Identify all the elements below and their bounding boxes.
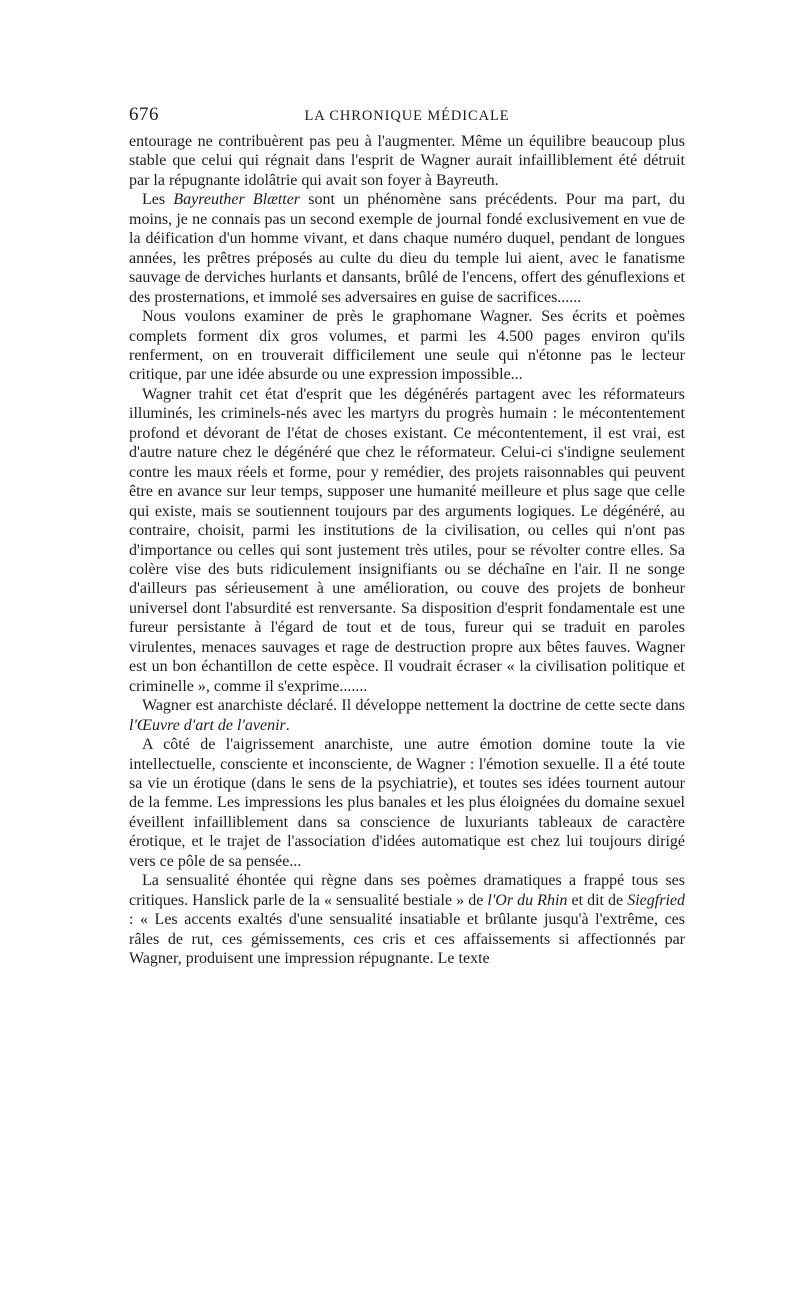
text-run: Les bbox=[142, 191, 174, 209]
text-run: A côté de l'aigrissement anarchiste, une autre émotion domine toute la vie intellectuelle, consciente et inconsciente, de Wagner : l'émotion sexuelle. Il a été toute sa vie un érotique (dans le sens de la psychiatrie), et toutes ses idées tournent autour de la femme. Les impressions les plus banales et les plus éloignées du domaine sexuel éveillent infailliblement dans sa conscience de luxuriants tableaux de caractère érotique, et le trajet de l'association d'idées automatique est chez lui toujours dirigé vers ce pôle de sa pensée... bbox=[129, 736, 685, 870]
page-number: 676 bbox=[129, 104, 159, 125]
text-run: entourage ne contribuèrent pas peu à l'augmenter. Même un équilibre beaucoup plus stable que celui qui régnait dans l'esprit de Wagner aurait infailliblement été détruit par la répugnante idolâtrie qui avait son foyer à Bayreuth. bbox=[129, 133, 685, 189]
italic-title: Siegfried bbox=[627, 891, 685, 909]
paragraph bbox=[129, 190, 685, 307]
italic-title: Bayreuther Blætter bbox=[173, 191, 301, 209]
paragraph bbox=[129, 307, 685, 385]
text-run: Wagner est anarchiste déclaré. Il développe nettement la doctrine de cette secte dans bbox=[142, 697, 685, 715]
text-run: : « Les accents exaltés d'une sensualité insatiable et brûlante jusqu'à l'extrême, ces râles de rut, ces gémissements, ces cris et ces affaissements si affectionnés par Wagner, produisent une impression répugnante. Le texte bbox=[129, 911, 685, 968]
text-run: et dit de bbox=[567, 891, 628, 909]
italic-title: l'Œuvre d'art de l'avenir bbox=[129, 716, 286, 734]
running-title: LA CHRONIQUE MÉDICALE bbox=[304, 108, 510, 124]
text-run: La sensualité éhontée qui règne dans ses poèmes dramatiques a frappé tous ses critiques. Hanslick parle de la « sensualité bestiale » de bbox=[129, 872, 685, 909]
text-run: sont un phénomène sans précédents. Pour ma part, du moins, je ne connais pas un second exemple de journal fondé exclusivement en vue de la déification d'un homme vivant, et dans chaque numéro duquel, pendant de longues années, les prêtres préposés au culte du dieu du temple lui aient, avec le fanatisme sauvage de derviches hurlants et dansants, brûlé de l'encens, offert des génuflexions et des prosternations, et immolé ses adversaires en guise de sacrifices...... bbox=[129, 191, 686, 306]
page-header bbox=[129, 104, 685, 132]
italic-title: l'Or du Rhin bbox=[487, 891, 568, 909]
body-text bbox=[129, 132, 685, 968]
text-run: Wagner trahit cet état d'esprit que les dégénérés partagent avec les réformateurs illuminés, les criminels-nés avec les martyrs du progrès humain : le mécontentement profond et dévorant de l'état de choses existant. Ce mécontentement, il est vrai, est d'autre nature chez le dégénéré que chez le réformateur. Celui-ci s'indigne seulement contre les maux réels et forme, pour y remédier, des projets raisonnables qui peuvent être en avance sur leur temps, supposer une humanité meilleure et plus sage que celle qui existe, mais se soutiennent toujours par des arguments logiques. Le dégénéré, au contraire, choisit, parmi les institutions de la civilisation, ou celles qui n'ont pas d'importance ou celles qui sont justement très utiles, pour se révolter contre elles. Sa colère vise des buts ridiculement insignifiants ou se déchaîne en l'air. Il ne songe d'ailleurs pas sérieusement à une amélioration, ou couve des projets de bonheur universel dont l'absurdité est renversante. Sa disposition d'esprit fondamentale est une fureur persistante à l'égard de tout et de tous, fureur qui se traduit en paroles virulentes, menaces sauvages et rage de destruction propre aux bêtes fauves. Wagner est un bon échantillon de cette espèce. Il voudrait écraser « la civilisation politique et criminelle », comme il s'exprime....... bbox=[129, 385, 685, 695]
paragraph bbox=[129, 735, 685, 871]
text-run: . bbox=[285, 716, 290, 734]
paragraph bbox=[129, 132, 685, 190]
paragraph bbox=[129, 871, 685, 968]
paragraph bbox=[129, 696, 685, 735]
document-page bbox=[129, 104, 685, 968]
paragraph bbox=[129, 385, 685, 696]
text-run: Nous voulons examiner de près le graphomane Wagner. Ses écrits et poèmes complets forment dix gros volumes, et parmi les 4.500 pages environ qu'ils renferment, on en trouverait difficilement une seule qui n'étonne pas le lecteur critique, par une idée absurde ou une expression impossible... bbox=[129, 308, 685, 384]
